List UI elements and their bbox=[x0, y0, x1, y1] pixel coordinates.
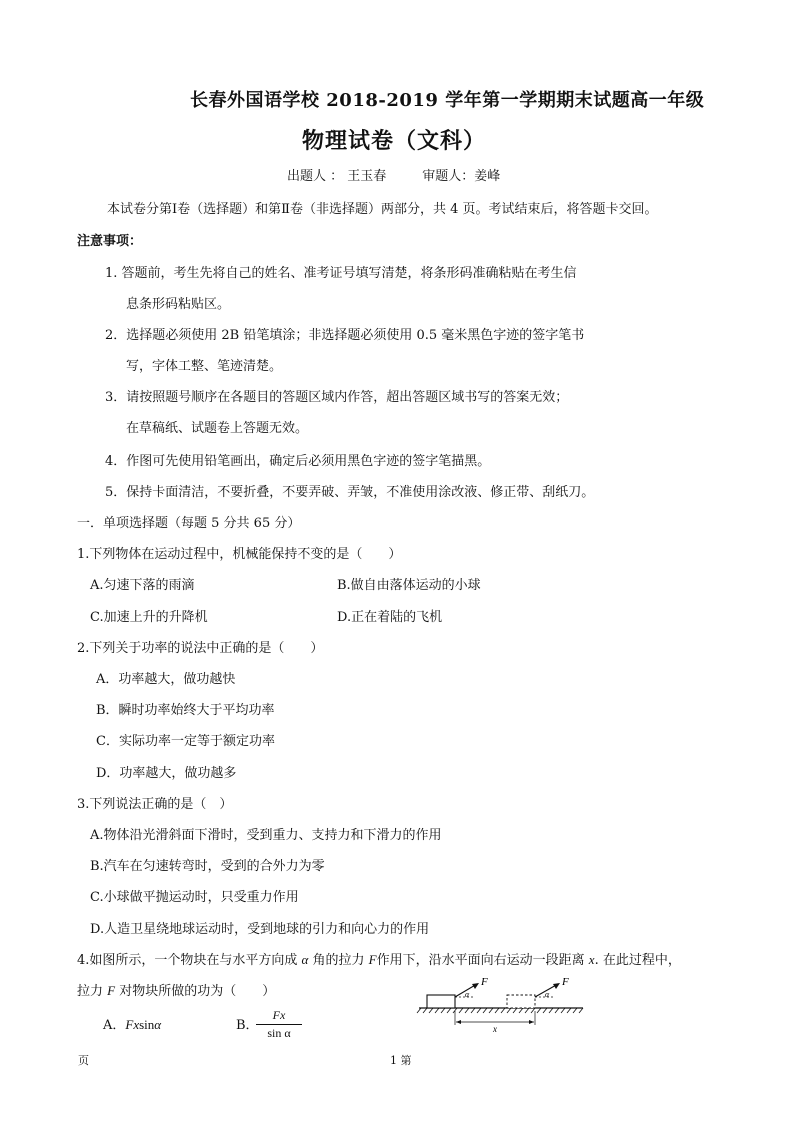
footer-left: 页 bbox=[78, 1054, 89, 1067]
question-1-option-b: B.做自由落体运动的小球 bbox=[337, 578, 481, 593]
exam-title-line2: 物理试卷（文科） bbox=[302, 128, 487, 154]
question-1-option-d: D.正在着陆的飞机 bbox=[337, 610, 443, 625]
ground-surface bbox=[417, 1008, 583, 1013]
author-info bbox=[287, 165, 500, 184]
question-3-option-c: C.小球做平抛运动时，只受重力作用 bbox=[90, 890, 299, 905]
notice-heading: 注意事项： bbox=[77, 234, 143, 249]
notice-item: 息条形码粘贴区。 bbox=[126, 297, 231, 312]
question-3-option-b: B.汽车在匀速转弯时，受到的合外力为零 bbox=[90, 859, 325, 874]
question-4-stem: 4.如图所示，一个物块在与水平方向成 α 角的拉力 F作用下，沿水平面向右运动一段距离 x. 在此过程中， bbox=[77, 952, 681, 968]
notice-item: 2．选择题必须使用 2B 铅笔填涂；非选择题必须使用 0.5 毫米黑色字迹的签字笔书 bbox=[105, 328, 585, 343]
notice-item: 1. 答题前，考生先将自己的姓名、准考证号填写清楚，将条形码准确粘贴在考生信 bbox=[105, 266, 577, 281]
question-2-option-a: A．功率越大，做功越快 bbox=[96, 672, 236, 687]
force-label: F bbox=[562, 976, 569, 988]
question-4-figure bbox=[415, 975, 590, 1035]
fraction-denominator: sin α bbox=[267, 1026, 291, 1040]
force-symbol: F bbox=[107, 983, 116, 998]
question-2-option-d: D．功率越大，做功越多 bbox=[96, 766, 237, 781]
notice-item: 3．请按照题号顺序在各题目的答题区域内作答，超出答题区域书写的答案无效； bbox=[105, 390, 569, 405]
question-2-option-c: C．实际功率一定等于额定功率 bbox=[96, 734, 275, 749]
block-initial bbox=[427, 995, 455, 1008]
question-4-option-b-label: B． bbox=[236, 1018, 259, 1033]
notice-item: 5．保持卡面清洁，不要折叠，不要弄破、弄皱，不准使用涂改液、修正带、刮纸刀。 bbox=[105, 485, 595, 500]
notice-item: 在草稿纸、试题卷上答题无效。 bbox=[126, 421, 309, 436]
exam-title-line1: 长春外国语学校 2018-2019 学年第一学期期末试题高一年级 bbox=[190, 90, 705, 111]
question-1-option-a: A.匀速下落的雨滴 bbox=[90, 578, 195, 593]
force-label: F bbox=[481, 976, 488, 988]
intro-paragraph: 本试卷分第Ⅰ卷（选择题）和第Ⅱ卷（非选择题）两部分，共 4 页。考试结束后，将答题卡交回。 bbox=[107, 202, 658, 217]
reviewer-label: 审题人：姜峰 bbox=[422, 169, 501, 184]
question-4-option-b-fraction bbox=[256, 1008, 302, 1041]
question-4-stem-line2: 拉力 F 对物块所做的功为（ ） bbox=[77, 983, 276, 999]
distance-symbol: x bbox=[588, 952, 595, 967]
alpha-symbol: α bbox=[301, 952, 309, 967]
notice-item: 4．作图可先使用铅笔画出，确定后必须用黑色字迹的签字笔描黑。 bbox=[105, 454, 491, 469]
question-2-option-b: B．瞬时功率始终大于平均功率 bbox=[96, 703, 275, 718]
distance-label: x bbox=[493, 1024, 497, 1034]
author-label: 出题人 ： 王玉春 bbox=[287, 169, 387, 184]
angle-label: α bbox=[465, 990, 470, 999]
question-3-option-d: D.人造卫星绕地球运动时，受到地球的引力和向心力的作用 bbox=[90, 922, 430, 937]
question-3-option-a: A.物体沿光滑斜面下滑时，受到重力、支持力和下滑力的作用 bbox=[90, 828, 442, 843]
block-final bbox=[507, 995, 535, 1008]
question-2-stem: 2.下列关于功率的说法中正确的是（ ） bbox=[77, 641, 324, 656]
page-number: 1 第 bbox=[390, 1054, 412, 1067]
angle-label: α bbox=[545, 990, 550, 999]
force-symbol: F bbox=[368, 952, 377, 967]
section-heading: 一．单项选择题（每题 5 分共 65 分） bbox=[77, 516, 301, 531]
fraction-numerator: Fx bbox=[256, 1008, 302, 1025]
question-3-stem: 3.下列说法正确的是（ ） bbox=[77, 797, 233, 812]
distance-marker bbox=[455, 1011, 535, 1025]
notice-item: 写，字体工整、笔迹清楚。 bbox=[126, 359, 283, 374]
question-1-stem: 1.下列物体在运动过程中，机械能保持不变的是（ ） bbox=[77, 547, 402, 562]
question-1-option-c: C.加速上升的升降机 bbox=[90, 610, 208, 625]
question-4-option-a: A．Fxsinα bbox=[103, 1017, 162, 1033]
